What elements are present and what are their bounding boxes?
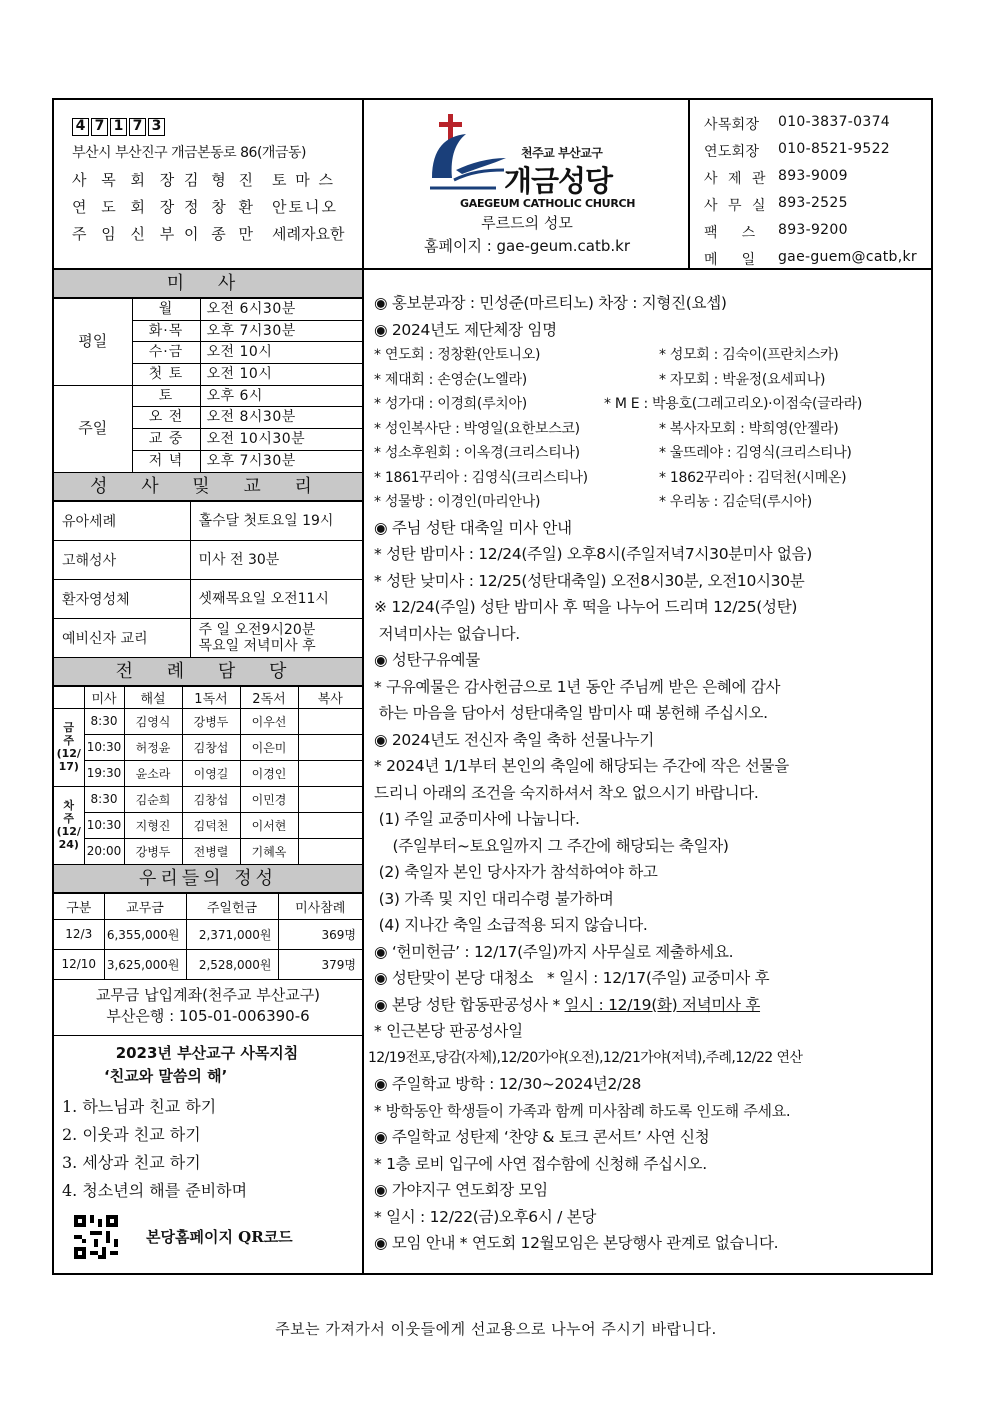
pastoral-policy [54, 1036, 362, 1259]
officer-row: 주 임 신 부 이 종 만 세례자요한 [72, 225, 345, 243]
mass-schedule-table: 평일 월 오전 6시30분 화·목 오후 7시30분 수·금 오전 10시 첫 토 오전 10시 주일 토 오후 6시 오 전 오전 8시30분 교 중 오전 10시30분 저 녁 오후 7시30분 [54, 298, 362, 473]
sacraments-title: 성 사 및 교 리 [54, 473, 362, 501]
notice-heading: ◉ 성탄맞이 본당 대청소 * 일시 : 12/17(주일) 교중미사 후 [374, 969, 770, 987]
appointment-row: * 성물방 : 이경인(마리안나) * 우리농 : 김순덕(루시아) [374, 494, 812, 510]
notice-line: * 2024년 1/1부터 본인의 축일에 해당되는 주간에 작은 선물을 [374, 757, 789, 775]
notice-line: (주일부터~토요일까지 그 주간에 해당되는 축일자) [374, 836, 729, 855]
notice-heading: ◉ 주님 성탄 대축일 미사 안내 [374, 518, 572, 537]
week-label: 차 주 (12/ 24) [54, 786, 84, 864]
qr-row [74, 1215, 362, 1259]
zip-digit: 3 [148, 118, 165, 136]
contact-row: 사 제 관 893-9009 [704, 168, 848, 187]
liturgy-table: 미사 해설 1독서 2독서 복사 금 주 (12/ 17) 8:30 김영식 강병두 이우선 10:30 허정윤 김창섭 이은미 19:30 윤소라 이영길 이경인 차 주 (12/ 24) 8:30 김순희 김창섭 이민경 10:30 지형진 김덕천 이서현 20:00 강병두 전병렬 기혜옥 [54, 686, 362, 865]
policy-item: 2. 이웃과 친교 하기 [62, 1124, 201, 1144]
weekday-label: 평일 [54, 299, 132, 386]
account-info: 교무금 납입계좌(천주교 부산교구) 부산은행 : 105-01-006390-6 [54, 980, 362, 1036]
policy-subtitle: ‘친교와 말씀의 해’ [104, 1066, 228, 1085]
sunday-label: 주일 [54, 385, 132, 472]
week-label: 금 주 (12/ 17) [54, 708, 84, 786]
sacraments-table: 유아세례 홀수달 첫토요일 19시 고해성사 미사 전 30분 환자영성체 셋째목요일 오전11시 예비신자 교리 주 일 오전9시20분 목요일 저녁미사 후 [54, 501, 362, 658]
notice-heading: ◉ ‘헌미헌금’ : 12/17(주일)까지 사무실로 제출하세요. [374, 942, 734, 961]
notice-line: (3) 가족 및 지인 대리수령 불가하며 [374, 889, 614, 908]
mass-title: 미 사 [54, 270, 362, 298]
zip-digit: 7 [91, 118, 108, 136]
contact-row: 메 일 gae-guem@catb,kr [704, 249, 917, 268]
notice-heading: ◉ 성탄구유예물 [374, 651, 480, 669]
notice-heading: ◉ 가야지구 연도회장 모임 [374, 1181, 548, 1199]
contact-row: 사목회장 010-3837-0374 [704, 114, 890, 133]
notices-column [366, 270, 931, 1275]
footer-note: 주보는 가져가서 이웃들에게 선교용으로 나누어 주시기 바랍니다. [275, 1320, 717, 1338]
notice-heading: ◉ 2024년도 제단체장 임명 [374, 320, 557, 339]
notice-line: (2) 축일자 본인 당사자가 참석하여야 하고 [374, 863, 658, 881]
church-logo [426, 108, 636, 210]
policy-item: 1. 하느님과 친교 하기 [62, 1096, 217, 1116]
officer-row: 사 목 회 장 김 형 진 토 마 스 [72, 171, 336, 189]
liturgy-title: 전 례 담 당 [54, 658, 362, 686]
notice-line: ◉ 홍보분과장 : 민성준(마르티노) 차장 : 지형진(요셉) [374, 294, 727, 312]
zip-code [72, 118, 362, 136]
finance-title: 우리들의 정성 [54, 865, 362, 893]
appointment-row: * 성인복사단 : 박영일(요한보스코) * 복사자모회 : 박희영(안젤라) [374, 420, 839, 437]
finance-table: 구분 교무금 주일헌금 미사참례 12/3 6,355,000원 2,371,000원 369명 12/10 3,625,000원 2,528,000원 379명 [54, 893, 362, 980]
bulletin-frame [52, 98, 933, 1275]
notice-line: 저녁미사는 없습니다. [374, 624, 520, 643]
notice-heading: ◉ 주일학교 성탄제 ‘찬양 & 토크 콘서트’ 사연 신청 [374, 1128, 710, 1146]
header-logo-area [364, 100, 690, 268]
appointment-row: * 1861꾸리아 : 김영식(크리스티나) * 1862꾸리아 : 김덕천(시메온) [374, 469, 847, 486]
notice-heading: ◉ 본당 성탄 합동판공성사 * 일시 : 12/19(화) 저녁미사 후 [374, 995, 761, 1014]
notice-line: * 성탄 밤미사 : 12/24(주일) 오후8시(주일저녁7시30분미사 없음) [374, 545, 812, 563]
header [54, 100, 931, 270]
left-column [54, 270, 364, 1275]
header-contacts [690, 100, 931, 268]
notice-line: * 인근본당 판공성사일 [374, 1022, 523, 1040]
logo-diocese: 천주교 부산교구 [521, 146, 603, 160]
notice-heading: ◉ 주일학교 방학 : 12/30~2024년2/28 [374, 1075, 642, 1093]
appointment-row: * 연도회 : 정창환(안토니오) * 성모회 : 김숙이(프란치스카) [374, 347, 839, 363]
notice-line: * 1층 로비 입구에 사연 접수함에 신청해 주십시오. [374, 1154, 707, 1173]
logo-english-name: GAEGEUM CATHOLIC CHURCH [460, 197, 636, 210]
appointment-row: * 제대회 : 손영순(노엘라) * 자모회 : 박윤정(요세피나) [374, 371, 826, 388]
contact-row: 사 무 실 893-2525 [704, 195, 848, 214]
policy-item: 3. 세상과 친교 하기 [62, 1152, 201, 1172]
notice-line: 드리니 아래의 조건을 숙지하셔서 착오 없으시기 바랍니다. [374, 783, 759, 802]
notice-line: ※ 12/24(주일) 성탄 밤미사 후 떡을 나누어 드리며 12/25(성탄) [374, 598, 798, 616]
notice-line: 하는 마음을 담아서 성탄대축일 밤미사 때 봉헌해 주십시오. [374, 704, 768, 722]
appointment-row: * 성소후원회 : 이옥경(크리스티나) * 울뜨레야 : 김영식(크리스티나) [374, 445, 852, 461]
notice-heading: ◉ 2024년도 전신자 축일 축하 선물나누기 [374, 730, 655, 749]
qr-label: 본당홈페이지 QR코드 [146, 1228, 293, 1246]
notice-line: (1) 주일 교중미사에 나눕니다. [374, 810, 580, 828]
qr-code-icon[interactable] [74, 1215, 118, 1259]
logo-church-name: 개금성당 [504, 164, 613, 198]
contact-row: 팩 스 893-9200 [704, 222, 848, 241]
officer-row: 연 도 회 장 정 창 환 안토니오 [72, 198, 338, 216]
homepage: 홈페이지 : gae-geum.catb.kr [423, 237, 630, 255]
header-left [54, 100, 364, 268]
notice-line: * 성탄 낮미사 : 12/25(성탄대축일) 오전8시30분, 오전10시30분 [374, 571, 805, 590]
notice-line: * 방학동안 학생들이 가족과 함께 미사참례 하도록 인도해 주세요. [374, 1101, 791, 1120]
notice-line: (4) 지나간 축일 소급적용 되지 않습니다. [374, 916, 648, 934]
zip-digit: 1 [110, 118, 127, 136]
policy-title: 2023년 부산교구 사목지침 [115, 1043, 299, 1062]
contact-row: 연도회장 010-8521-9522 [704, 141, 890, 160]
cross-logo-icon [426, 108, 516, 203]
policy-item: 4. 청소년의 해를 준비하며 [62, 1180, 248, 1200]
patron-saint: 루르드의 성모 [481, 214, 573, 232]
zip-digit: 4 [72, 118, 89, 136]
notice-line: * 일시 : 12/22(금)오후6시 / 본당 [374, 1207, 597, 1226]
address: 부산시 부산진구 개금본동로 86(개금동) [72, 145, 306, 161]
notice-heading: ◉ 모임 안내 * 연도회 12월모임은 본당행사 관계로 없습니다. [374, 1234, 779, 1252]
notice-line: * 구유예물은 감사헌금으로 1년 동안 주님께 받은 은혜에 감사 [374, 677, 781, 696]
appointment-row: * 성가대 : 이경희(루치아) * M E : 박용호(그레고리오)·이점숙(글라라) [374, 396, 862, 412]
zip-digit: 7 [129, 118, 146, 136]
notice-line: 12/19전포,당감(자체),12/20가야(오전),12/21가야(저녁),주례,12/22 연산 [368, 1049, 803, 1066]
